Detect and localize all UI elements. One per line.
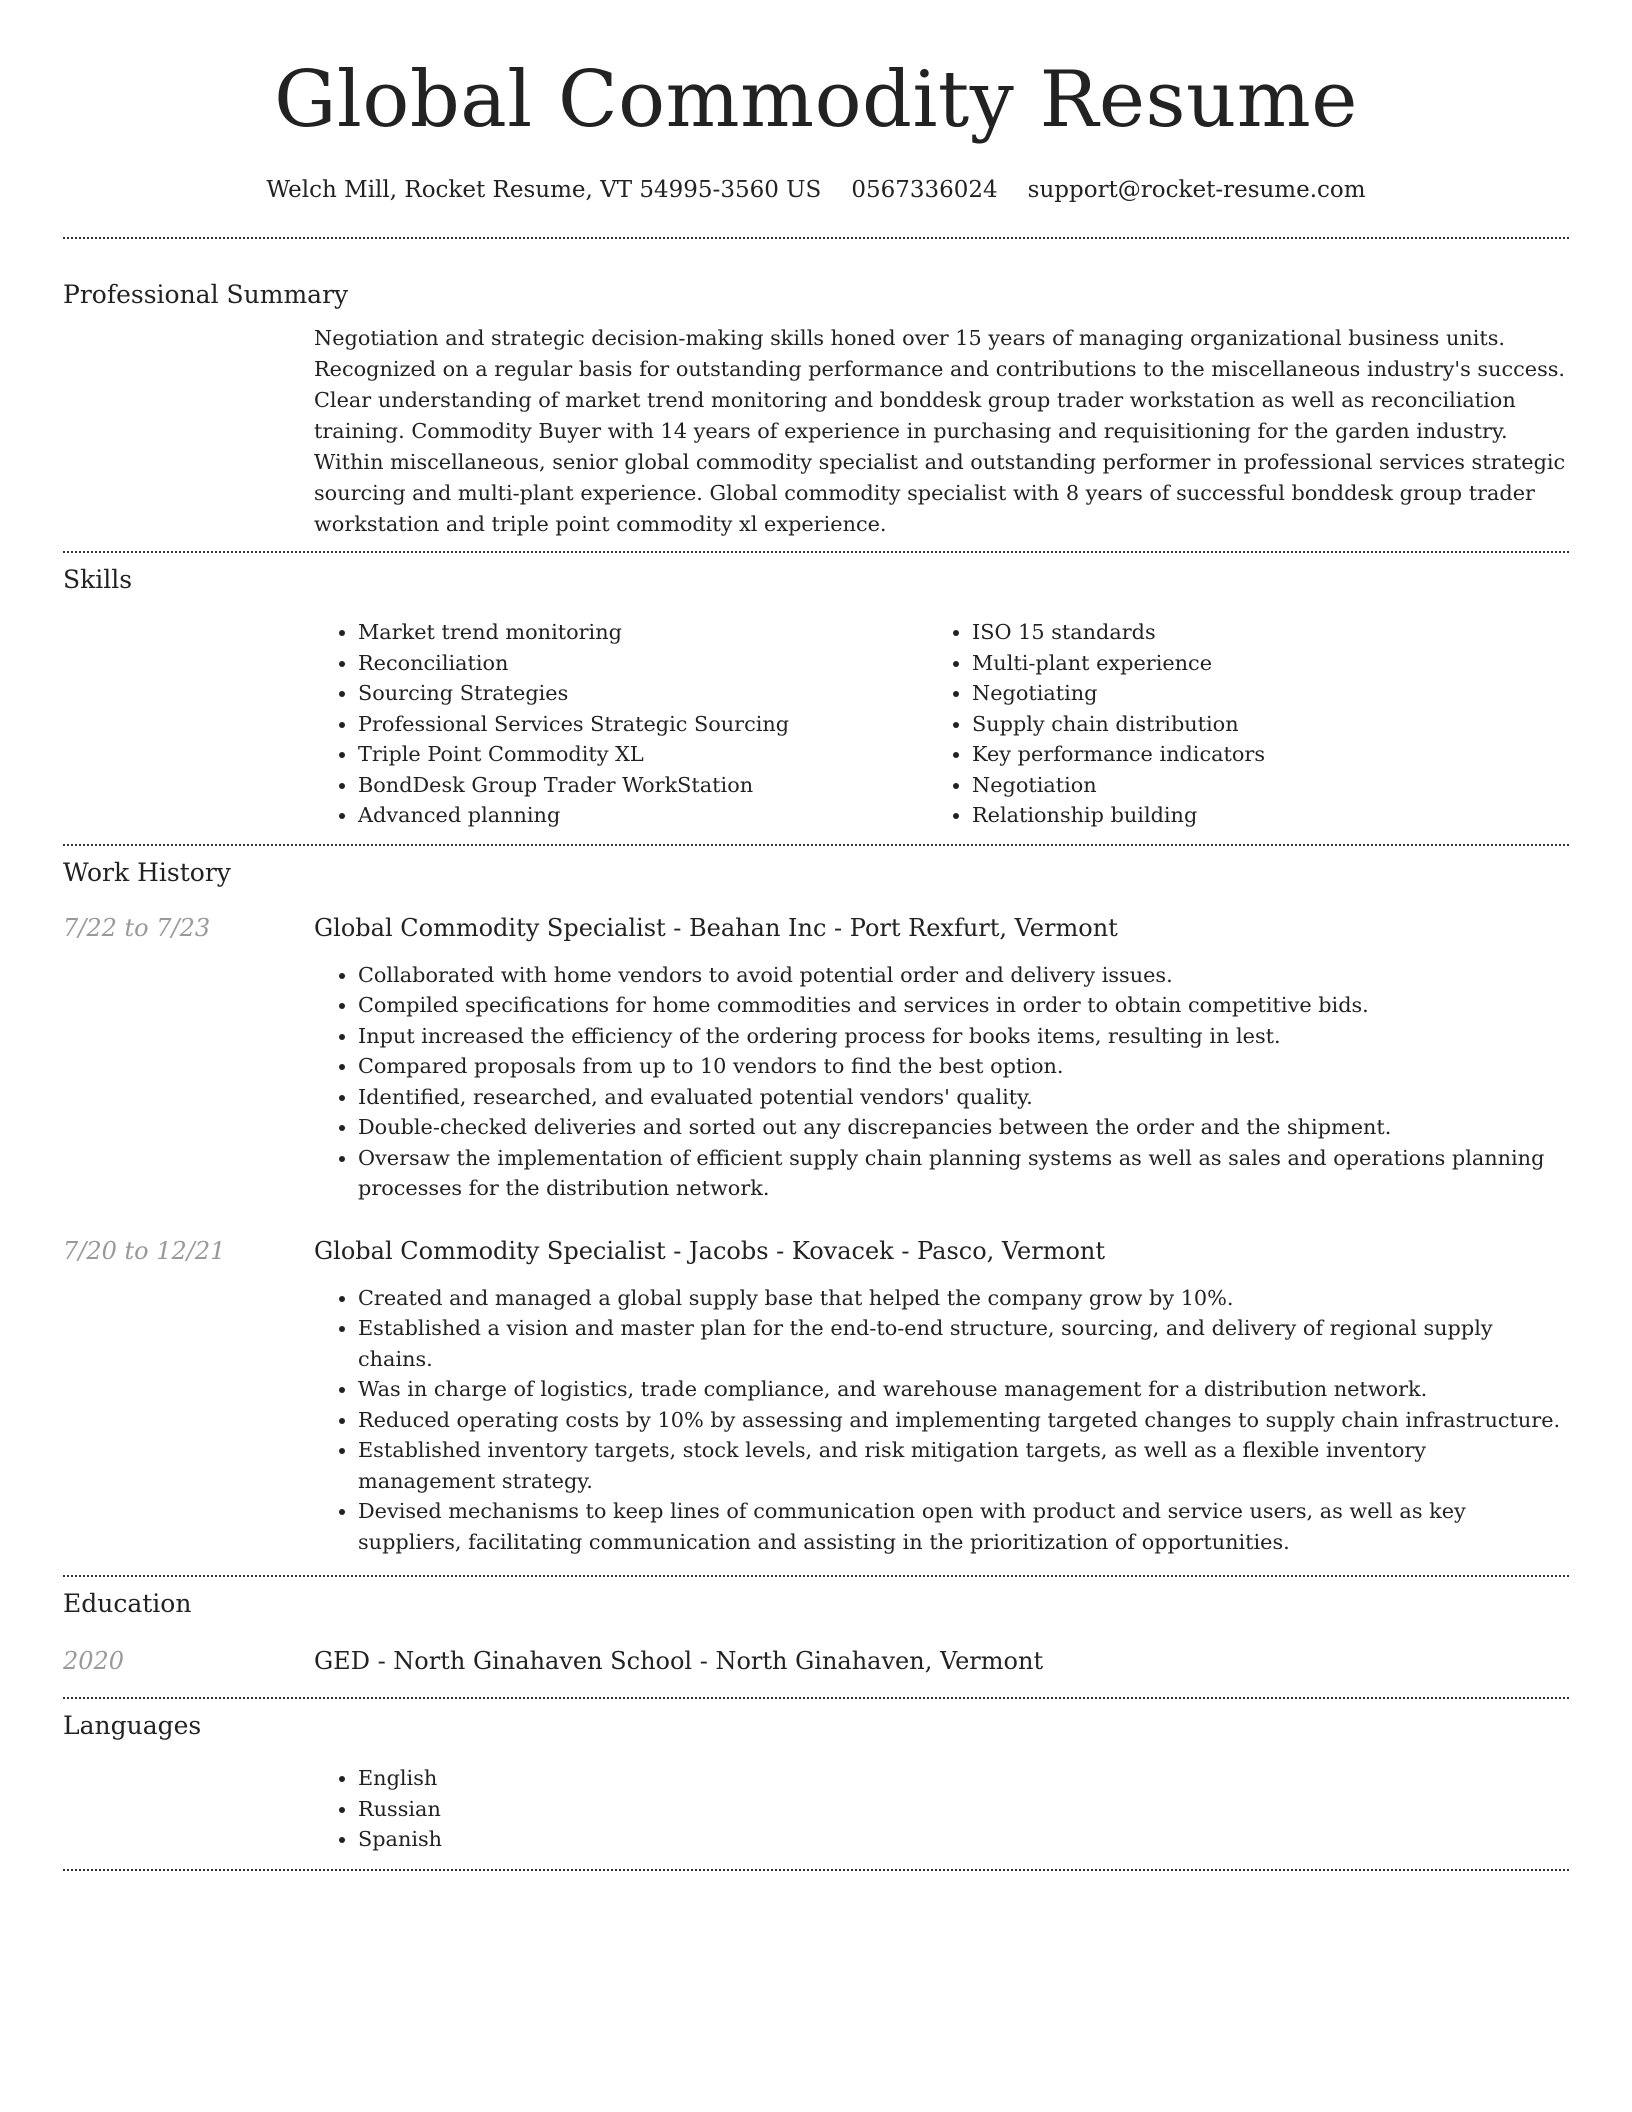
languages-list	[314, 1763, 1569, 1855]
contact-line	[63, 175, 1569, 205]
job-bullet: • Compared proposals from up to 10 vendors to find the best option.	[358, 1051, 1569, 1082]
skill-item: • Market trend monitoring	[358, 617, 928, 648]
contact-phone: 0567336024	[851, 177, 998, 203]
skills-list-right	[928, 617, 1542, 831]
skills-title: Skills	[63, 565, 133, 594]
language-item: • Russian	[358, 1794, 1569, 1825]
job-entry	[63, 912, 1569, 1204]
summary-text: Negotiation and strategic decision-making skills honed over 15 years of managing organizational business units. Recognized on a regular basis for outstanding performance and contributions to the miscellaneous industry's success. Clear understanding of market trend monitoring and bonddesk group trader workstation as well as reconciliation training. Commodity Buyer with 14 years of experience in purchasing and requisitioning for the garden industry. Within miscellaneous, senior global commodity specialist and outstanding performer in professional services strategic sourcing and multi-plant experience. Global commodity specialist with 8 years of successful bonddesk group trader workstation and triple point commodity xl experience.	[314, 326, 1566, 536]
job-date: 7/22 to 7/23	[63, 913, 211, 942]
job-bullet: • Oversaw the implementation of efficient supply chain planning systems as well as sales and operations planning processes for the distribution network.	[358, 1143, 1569, 1204]
skill-item: • Relationship building	[972, 800, 1542, 831]
contact-email[interactable]: support@rocket-resume.com	[1027, 177, 1366, 203]
skill-item: • Advanced planning	[358, 800, 928, 831]
job-bullet: • Established a vision and master plan for the end-to-end structure, sourcing, and delivery of regional supply chains.	[358, 1313, 1569, 1374]
skill-item: • ISO 15 standards	[972, 617, 1542, 648]
summary-title: Professional Summary	[63, 280, 349, 309]
job-bullet: • Was in charge of logistics, trade compliance, and warehouse management for a distribution network.	[358, 1374, 1569, 1405]
job-bullets	[314, 960, 1569, 1204]
skill-item: • Key performance indicators	[972, 739, 1542, 770]
job-bullet: • Created and managed a global supply base that helped the company grow by 10%.	[358, 1283, 1569, 1314]
skill-item: • Triple Point Commodity XL	[358, 739, 928, 770]
language-item: • English	[358, 1763, 1569, 1794]
education-title: Education	[63, 1589, 192, 1618]
resume-header	[63, 0, 1569, 205]
skill-item: • Professional Services Strategic Sourcing	[358, 709, 928, 740]
skills-list-left	[314, 617, 928, 831]
job-date: 7/20 to 12/21	[63, 1236, 226, 1265]
languages-section	[63, 1699, 1569, 1855]
skills-section	[63, 553, 1569, 831]
skill-item: • Supply chain distribution	[972, 709, 1542, 740]
education-date: 2020	[63, 1647, 125, 1675]
work-section	[63, 846, 1569, 1558]
skill-item: • Sourcing Strategies	[358, 678, 928, 709]
job-bullet: • Compiled specifications for home commodities and services in order to obtain competitive bids.	[358, 990, 1569, 1021]
skill-item: • BondDesk Group Trader WorkStation	[358, 770, 928, 801]
education-degree: GED - North Ginahaven School - North Ginahaven, Vermont	[314, 1647, 1044, 1675]
job-bullet: • Reduced operating costs by 10% by assessing and implementing targeted changes to supply chain infrastructure.	[358, 1405, 1569, 1436]
job-entry	[63, 1235, 1569, 1558]
job-bullet: • Established inventory targets, stock levels, and risk mitigation targets, as well as a flexible inventory management strategy.	[358, 1435, 1569, 1496]
skill-item: • Negotiation	[972, 770, 1542, 801]
section-divider	[63, 1869, 1569, 1871]
contact-address: Welch Mill, Rocket Resume, VT 54995-3560 US	[266, 177, 822, 203]
language-item: • Spanish	[358, 1824, 1569, 1855]
job-bullet: • Devised mechanisms to keep lines of communication open with product and service users, as well as key suppliers, facilitating communication and assisting in the prioritization of opportunities.	[358, 1496, 1569, 1557]
job-title: Global Commodity Specialist - Beahan Inc - Port Rexfurt, Vermont	[314, 913, 1118, 942]
job-bullets	[314, 1283, 1569, 1558]
resume-name: Global Commodity Resume	[274, 55, 1358, 145]
job-bullet: • Identified, researched, and evaluated potential vendors' quality.	[358, 1082, 1569, 1113]
job-bullet: • Double-checked deliveries and sorted out any discrepancies between the order and the shipment.	[358, 1112, 1569, 1143]
skill-item: • Multi-plant experience	[972, 648, 1542, 679]
job-title: Global Commodity Specialist - Jacobs - Kovacek - Pasco, Vermont	[314, 1236, 1106, 1265]
summary-section	[63, 239, 1569, 540]
job-bullet: • Input increased the efficiency of the ordering process for books items, resulting in lest.	[358, 1021, 1569, 1052]
languages-title: Languages	[63, 1711, 202, 1740]
job-bullet: • Collaborated with home vendors to avoid potential order and delivery issues.	[358, 960, 1569, 991]
education-section	[63, 1577, 1569, 1677]
skill-item: • Reconciliation	[358, 648, 928, 679]
skill-item: • Negotiating	[972, 678, 1542, 709]
work-title: Work History	[63, 857, 231, 887]
